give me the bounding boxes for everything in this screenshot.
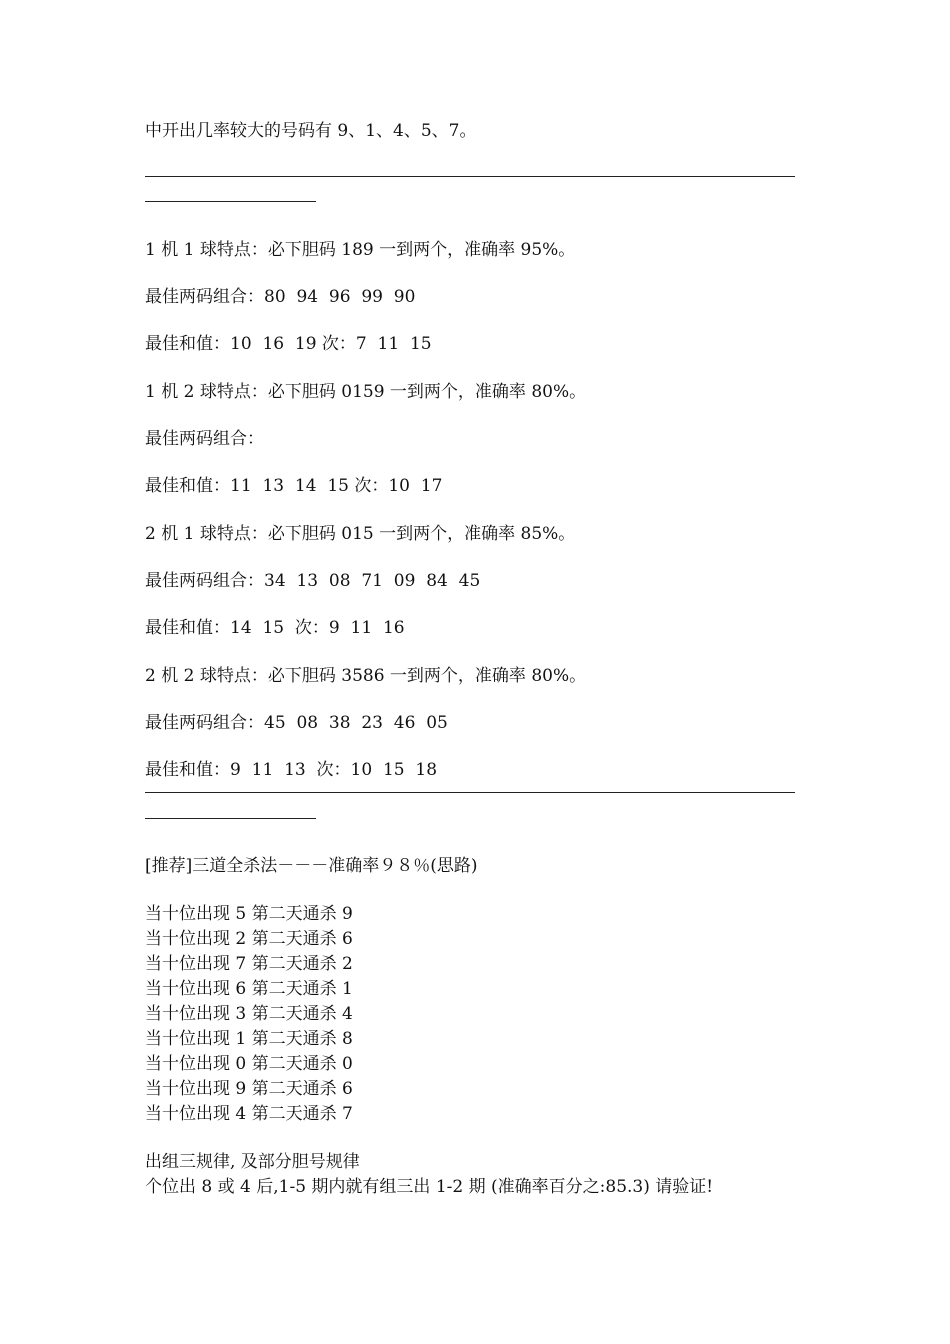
machine-feature: 2 机 2 球特点：必下胆码 3586 一到两个，准确率 80%。 <box>145 666 587 686</box>
best-pairs: 最佳两码组合： <box>145 429 264 449</box>
best-sums: 最佳和值：10 16 19 次：7 11 15 <box>145 334 432 354</box>
kill-rule: 当十位出现 0 第二天通杀 0 <box>145 1054 353 1074</box>
kill-rule: 当十位出现 5 第二天通杀 9 <box>145 904 353 924</box>
kill-rule: 当十位出现 7 第二天通杀 2 <box>145 954 353 974</box>
separator-line <box>145 792 795 793</box>
machine-feature: 2 机 1 球特点：必下胆码 015 一到两个，准确率 85%。 <box>145 524 576 544</box>
separator-line <box>145 176 795 177</box>
recommend-title: [推荐]三道全杀法－－－准确率９８％(思路) <box>145 856 478 876</box>
kill-rule: 当十位出现 9 第二天通杀 6 <box>145 1079 353 1099</box>
best-sums: 最佳和值：14 15 次：9 11 16 <box>145 618 405 638</box>
kill-rule: 当十位出现 4 第二天通杀 7 <box>145 1104 353 1124</box>
best-sums: 最佳和值：11 13 14 15 次：10 17 <box>145 476 443 496</box>
machine-feature: 1 机 1 球特点：必下胆码 189 一到两个，准确率 95%。 <box>145 240 576 260</box>
kill-rule: 当十位出现 2 第二天通杀 6 <box>145 929 353 949</box>
group3-rule: 个位出 8 或 4 后,1-5 期内就有组三出 1-2 期 (准确率百分之:85.3) 请验证! <box>145 1177 714 1197</box>
machine-feature: 1 机 2 球特点：必下胆码 0159 一到两个，准确率 80%。 <box>145 382 587 402</box>
kill-rule: 当十位出现 1 第二天通杀 8 <box>145 1029 353 1049</box>
kill-rule: 当十位出现 6 第二天通杀 1 <box>145 979 353 999</box>
best-pairs: 最佳两码组合：80 94 96 99 90 <box>145 287 416 307</box>
separator-line <box>145 818 316 819</box>
kill-rule: 当十位出现 3 第二天通杀 4 <box>145 1004 353 1024</box>
separator-line <box>145 201 316 202</box>
best-pairs: 最佳两码组合：45 08 38 23 46 05 <box>145 713 448 733</box>
best-sums: 最佳和值：9 11 13 次：10 15 18 <box>145 760 438 780</box>
intro-line: 中开出几率较大的号码有 9、1、4、5、7。 <box>145 121 477 141</box>
group3-title: 出组三规律, 及部分胆号规律 <box>145 1152 360 1172</box>
best-pairs: 最佳两码组合：34 13 08 71 09 84 45 <box>145 571 481 591</box>
